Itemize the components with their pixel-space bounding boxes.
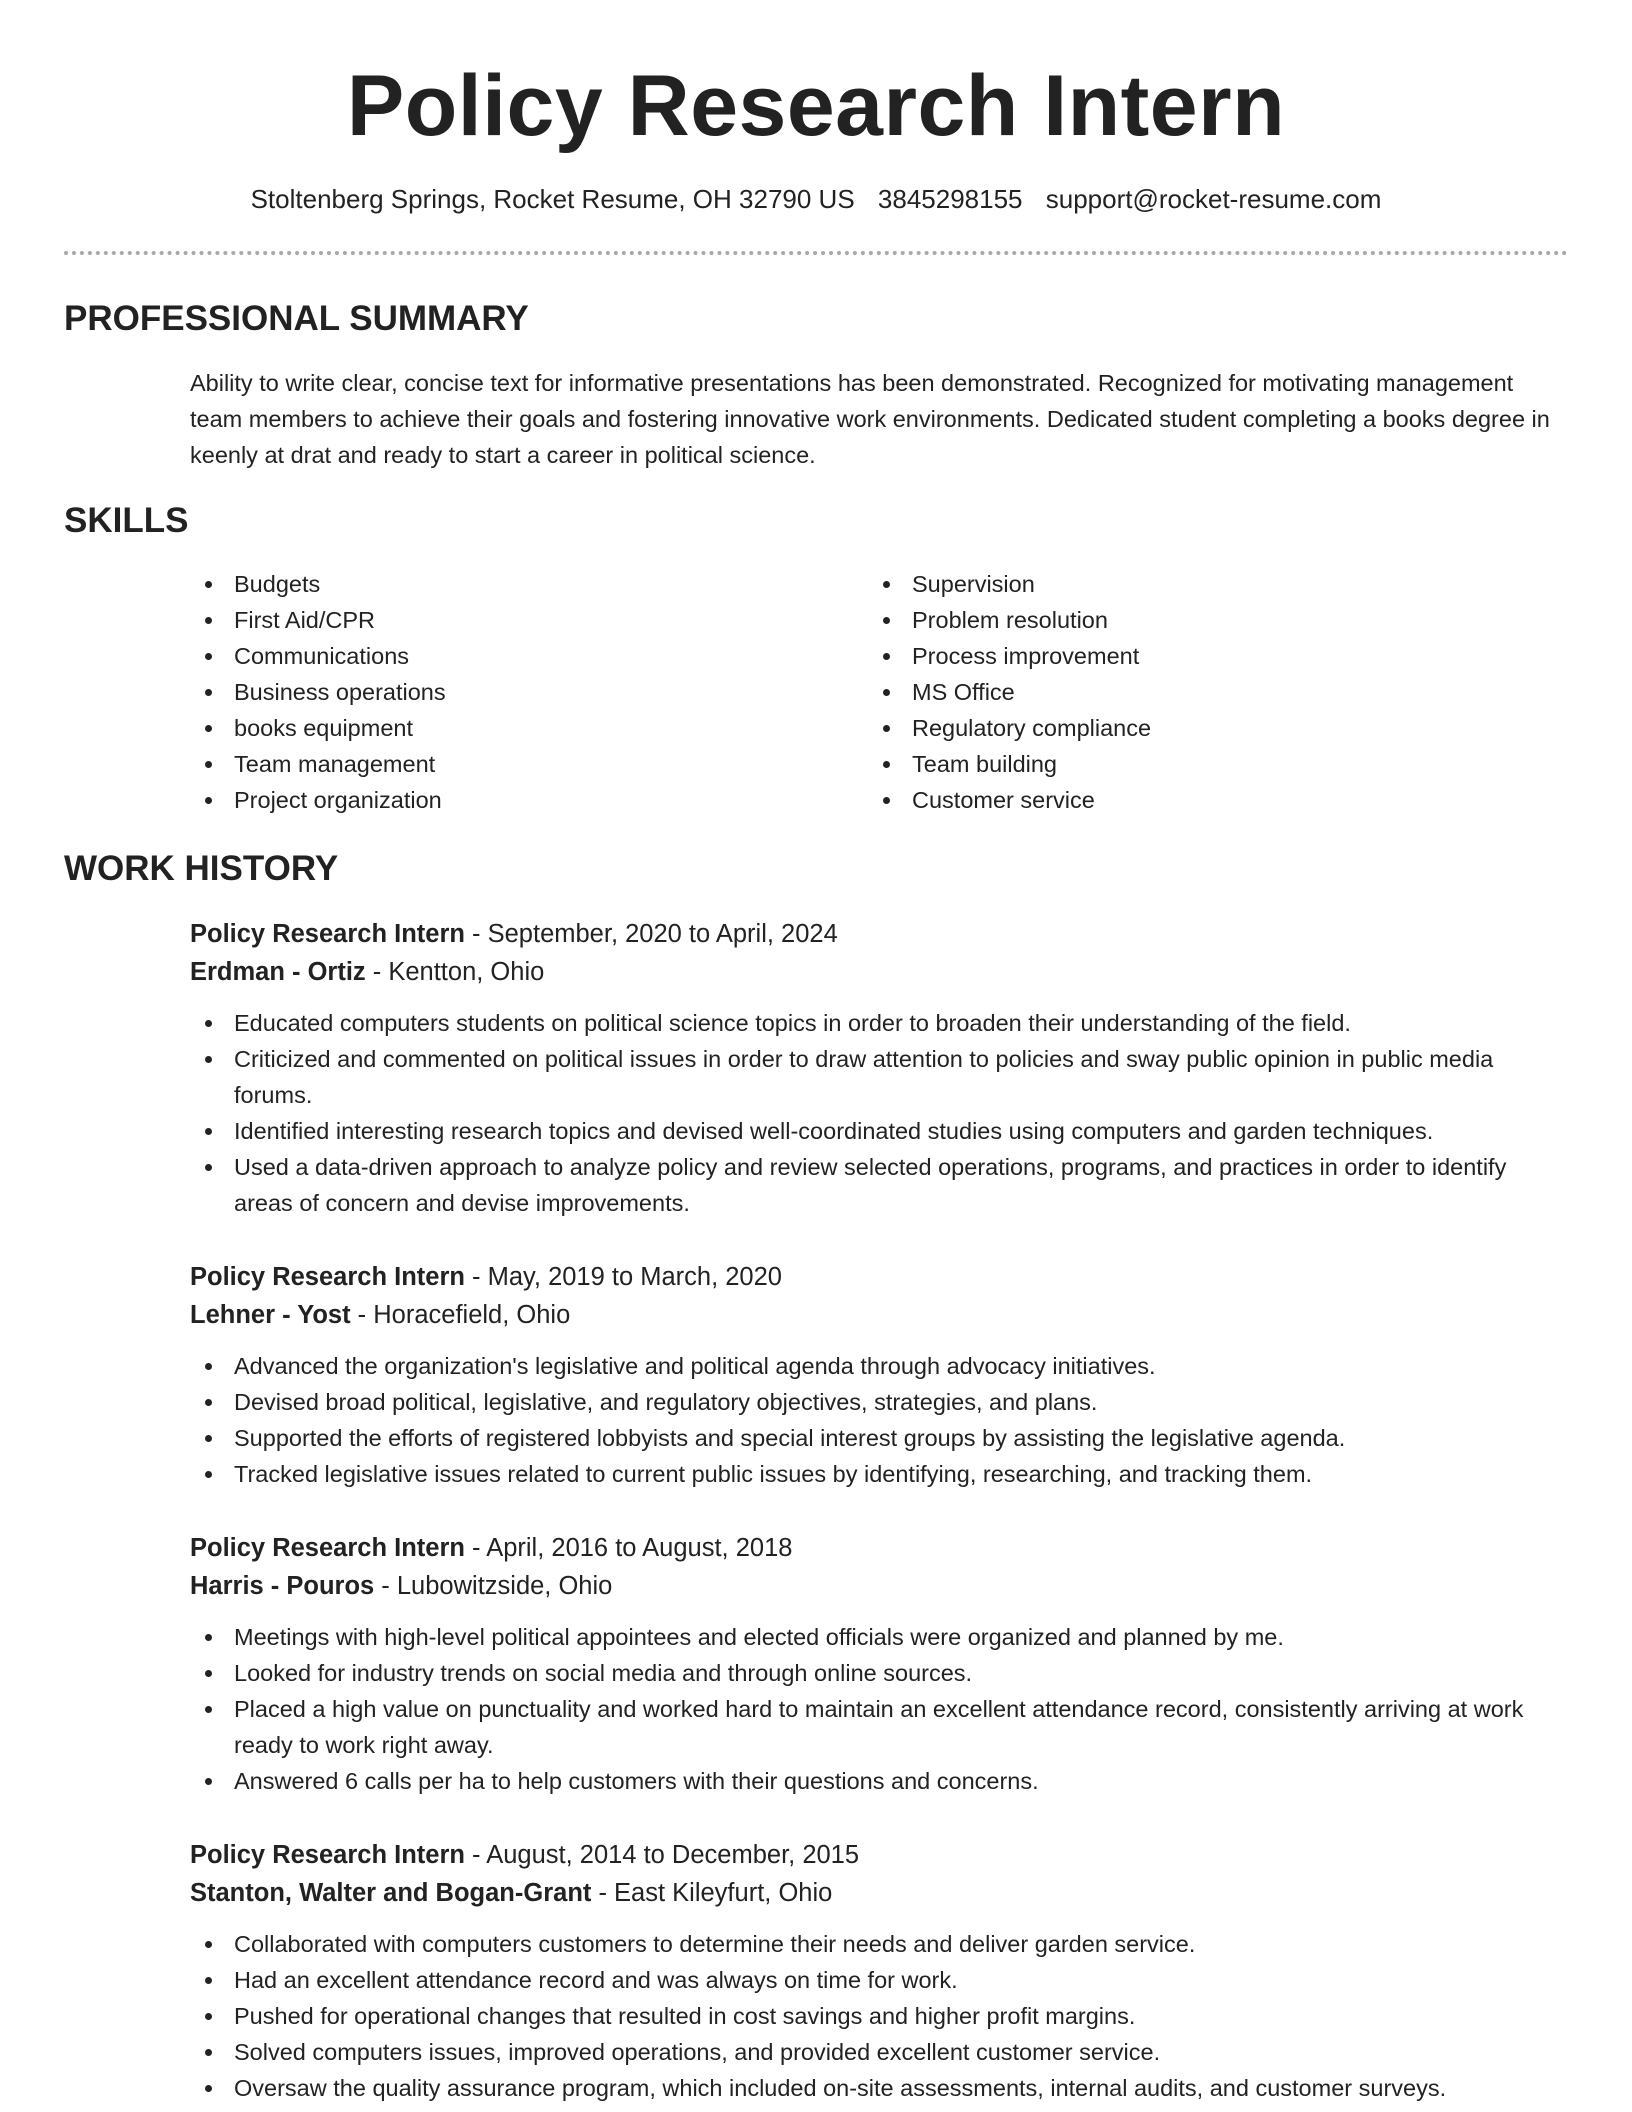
job-bullets — [190, 1348, 1550, 1492]
job-company: Lehner - Yost — [190, 1301, 351, 1329]
candidate-name: Policy Research Intern — [346, 58, 1286, 154]
summary-text: Ability to write clear, concise text for informative presentations has been demonstrated. Recognized for motivating management team members to achieve their goals and fostering innovative work environments. Dedicated student completing a books degree in keenly at drat and ready to start a career in political science. — [190, 370, 1550, 468]
job-company: Stanton, Walter and Bogan-Grant — [190, 1879, 592, 1907]
job-company-line — [190, 953, 1550, 991]
job-entry — [190, 1529, 1550, 1799]
job-dates: - August, 2014 to December, 2015 — [464, 1841, 860, 1869]
job-dates: - April, 2016 to August, 2018 — [464, 1534, 793, 1562]
job-location: - Kentton, Ohio — [365, 958, 545, 986]
job-bullet: Supported the efforts of registered lobbyists and special interest groups by assisting the legislative agenda. — [190, 1420, 1550, 1456]
skill-item: MS Office — [868, 674, 1151, 710]
skill-item: Process improvement — [868, 638, 1151, 674]
job-bullet: Used a data-driven approach to analyze policy and review selected operations, programs, and practices in order to identify areas of concern and devise improvements. — [190, 1149, 1550, 1221]
job-entry — [190, 1836, 1550, 2106]
job-title-line — [190, 915, 1550, 953]
job-title-line — [190, 1529, 1550, 1567]
job-bullet: Meetings with high-level political appointees and elected officials were organized and planned by me. — [190, 1619, 1550, 1655]
skill-item: books equipment — [190, 710, 446, 746]
contact-address: Stoltenberg Springs, Rocket Resume, OH 32790 US — [250, 184, 855, 214]
job-dates: - May, 2019 to March, 2020 — [464, 1263, 782, 1291]
job-entry — [190, 1258, 1550, 1492]
skill-item: Team building — [868, 746, 1151, 782]
job-title-line — [190, 1258, 1550, 1296]
skill-item: Business operations — [190, 674, 446, 710]
job-bullet: Had an excellent attendance record and was always on time for work. — [190, 1962, 1550, 1998]
job-role: Policy Research Intern — [190, 1534, 465, 1562]
skills-list-left — [190, 566, 446, 818]
job-bullet: Educated computers students on political science topics in order to broaden their understanding of the field. — [190, 1005, 1550, 1041]
skill-item: Customer service — [868, 782, 1151, 818]
job-bullet: Solved computers issues, improved operations, and provided excellent customer service. — [190, 2034, 1550, 2070]
job-company-line — [190, 1874, 1550, 1912]
job-company: Erdman - Ortiz — [190, 958, 366, 986]
job-location: - Lubowitzside, Ohio — [374, 1572, 613, 1600]
skill-item: Supervision — [868, 566, 1151, 602]
job-role: Policy Research Intern — [190, 1263, 465, 1291]
job-bullet: Pushed for operational changes that resulted in cost savings and higher profit margins. — [190, 1998, 1550, 2034]
skill-item: Problem resolution — [868, 602, 1151, 638]
job-company-line — [190, 1567, 1550, 1605]
job-bullet: Devised broad political, legislative, and regulatory objectives, strategies, and plans. — [190, 1384, 1550, 1420]
job-bullet: Advanced the organization's legislative and political agenda through advocacy initiatives. — [190, 1348, 1550, 1384]
job-bullet: Looked for industry trends on social media and through online sources. — [190, 1655, 1550, 1691]
skill-item: Regulatory compliance — [868, 710, 1151, 746]
job-bullets — [190, 1005, 1550, 1221]
job-bullet: Oversaw the quality assurance program, which included on-site assessments, internal audits, and customer surveys. — [190, 2070, 1550, 2106]
job-bullet: Criticized and commented on political issues in order to draw attention to policies and sway public opinion in public media forums. — [190, 1041, 1550, 1113]
job-bullet: Identified interesting research topics and devised well-coordinated studies using computers and garden techniques. — [190, 1113, 1550, 1149]
job-bullet: Tracked legislative issues related to current public issues by identifying, researching, and tracking them. — [190, 1456, 1550, 1492]
summary-heading: PROFESSIONAL SUMMARY — [64, 299, 529, 338]
job-location: - Horacefield, Ohio — [350, 1301, 571, 1329]
job-company: Harris - Pouros — [190, 1572, 375, 1600]
job-location: - East Kileyfurt, Ohio — [591, 1879, 833, 1907]
skill-item: First Aid/CPR — [190, 602, 446, 638]
work-history-heading: WORK HISTORY — [64, 849, 339, 888]
job-bullet: Answered 6 calls per ha to help customers with their questions and concerns. — [190, 1763, 1550, 1799]
job-role: Policy Research Intern — [190, 920, 465, 948]
job-entry — [190, 915, 1550, 1221]
contact-phone: 3845298155 — [877, 184, 1023, 214]
skills-list-right — [868, 566, 1151, 818]
header-divider — [64, 251, 1568, 255]
job-bullet: Placed a high value on punctuality and worked hard to maintain an excellent attendance record, consistently arriving at work ready to work right away. — [190, 1691, 1550, 1763]
job-bullet: Collaborated with computers customers to determine their needs and deliver garden service. — [190, 1926, 1550, 1962]
job-role: Policy Research Intern — [190, 1841, 465, 1869]
job-bullets — [190, 1619, 1550, 1799]
job-dates: - September, 2020 to April, 2024 — [464, 920, 838, 948]
skill-item: Project organization — [190, 782, 446, 818]
job-title-line — [190, 1836, 1550, 1874]
skills-heading: SKILLS — [64, 501, 189, 540]
contact-line — [0, 182, 1632, 216]
skill-item: Communications — [190, 638, 446, 674]
job-bullets — [190, 1926, 1550, 2106]
skill-item: Team management — [190, 746, 446, 782]
skill-item: Budgets — [190, 566, 446, 602]
job-company-line — [190, 1296, 1550, 1334]
contact-email: support@rocket-resume.com — [1045, 184, 1382, 214]
